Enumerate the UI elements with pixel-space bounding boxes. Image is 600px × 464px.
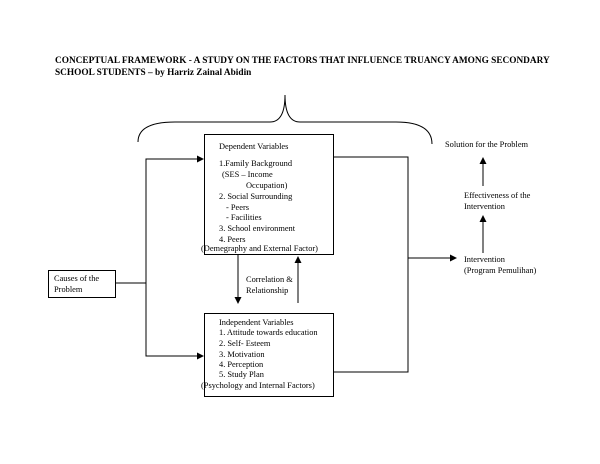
dependent-line-8: 4. Peers — [219, 235, 246, 244]
independent-line-2: 2. Self- Esteem — [219, 339, 271, 348]
causes-to-dependent-arrow — [116, 159, 203, 283]
intervention-label-line-1: Intervention — [464, 255, 505, 264]
dependent-line-1: 1.Family Background — [219, 159, 293, 168]
effectiveness-label-line-1: Effectiveness of the — [464, 191, 531, 200]
dependent-line-4: 2. Social Surrounding — [219, 192, 293, 201]
dependent-line-3: Occupation) — [246, 181, 288, 190]
independent-line-5: 5. Study Plan — [219, 370, 264, 379]
dependent-line-5: - Peers — [226, 203, 250, 212]
causes-to-independent-arrow — [146, 283, 203, 356]
correlation-label-line-1: Correlation & — [246, 275, 293, 284]
independent-line-3: 3. Motivation — [219, 350, 265, 359]
independent-heading: Independent Variables — [219, 318, 294, 327]
correlation-label-line-2: Relationship — [246, 286, 289, 295]
independent-line-6: (Psychology and Internal Factors) — [201, 381, 315, 390]
dependent-line-9: (Demegraphy and External Factor) — [201, 244, 318, 253]
independent-line-4: 4. Perception — [219, 360, 264, 369]
causes-label-line-1: Causes of the — [54, 274, 100, 283]
dependent-heading: Dependent Variables — [219, 142, 289, 151]
causes-label-line-2: Problem — [54, 285, 83, 294]
dependent-line-2: (SES – Income — [222, 170, 273, 179]
dependent-line-7: 3. School environment — [219, 224, 296, 233]
title-line-2: SCHOOL STUDENTS – by Harriz Zainal Abidin — [55, 68, 252, 78]
independent-line-1: 1. Attitude towards education — [219, 328, 318, 337]
dependent-line-6: - Facilities — [226, 213, 262, 222]
solution-label: Solution for the Problem — [445, 140, 529, 149]
title-line-1: CONCEPTUAL FRAMEWORK - A STUDY ON THE FACTORS THAT INFLUENCE TRUANCY AMONG SECONDARY — [55, 56, 550, 66]
dependent-to-bus-line — [333, 157, 408, 372]
effectiveness-label-line-2: Intervention — [464, 202, 505, 211]
intervention-label-line-2: (Program Pemulihan) — [464, 266, 537, 275]
